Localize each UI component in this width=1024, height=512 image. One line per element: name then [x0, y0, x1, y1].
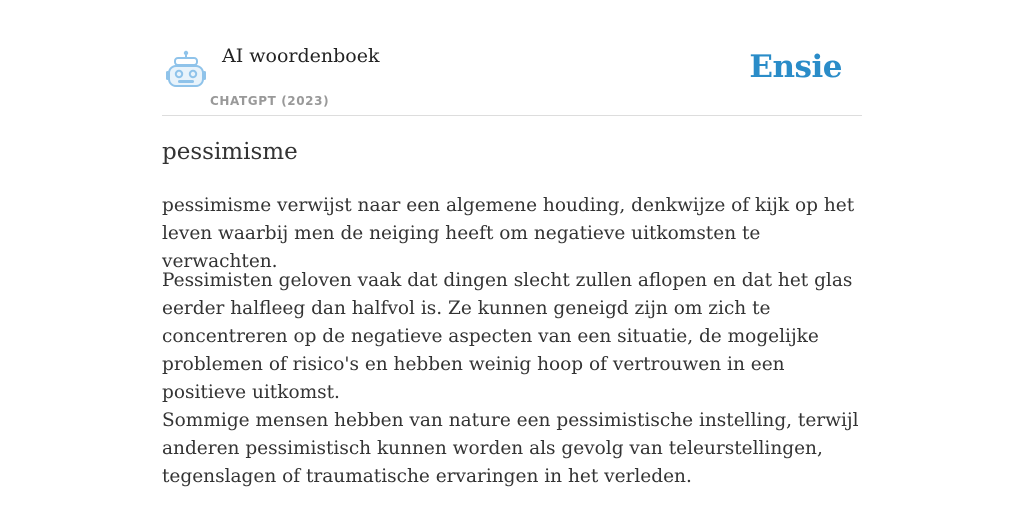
- definition-paragraph: Sommige mensen hebben van nature een pessimistische instelling, terwijl anderen pessimistisch kunnen worden als gevolg van teleurstellingen, tegenslagen of traumatische ervaringen in het verleden.: [162, 410, 859, 487]
- entry-term: pessimisme: [162, 139, 298, 165]
- definition-paragraph: Pessimisten geloven vaak dat dingen slecht zullen aflopen en dat het glas eerder halfleeg dan halfvol is. Ze kunnen geneigd zijn om zich te concentreren op de negatieve aspecten van een situatie, de mogelijke problemen of risico's en hebben weinig hoop of vertrouwen in een positieve uitkomst.: [162, 270, 853, 403]
- ensie-logo[interactable]: Ensie: [749, 49, 842, 85]
- definition-card: [162, 0, 862, 512]
- robot-icon: [166, 50, 206, 90]
- definition-paragraph: pessimisme verwijst naar een algemene houding, denkwijze of kijk op het leven waarbij men de neiging heeft om negatieve uitkomsten te verwachten.: [162, 195, 855, 272]
- source-meta: CHATGPT (2023): [210, 94, 330, 108]
- source-name[interactable]: AI woordenboek: [222, 45, 380, 67]
- card-header: [162, 0, 862, 116]
